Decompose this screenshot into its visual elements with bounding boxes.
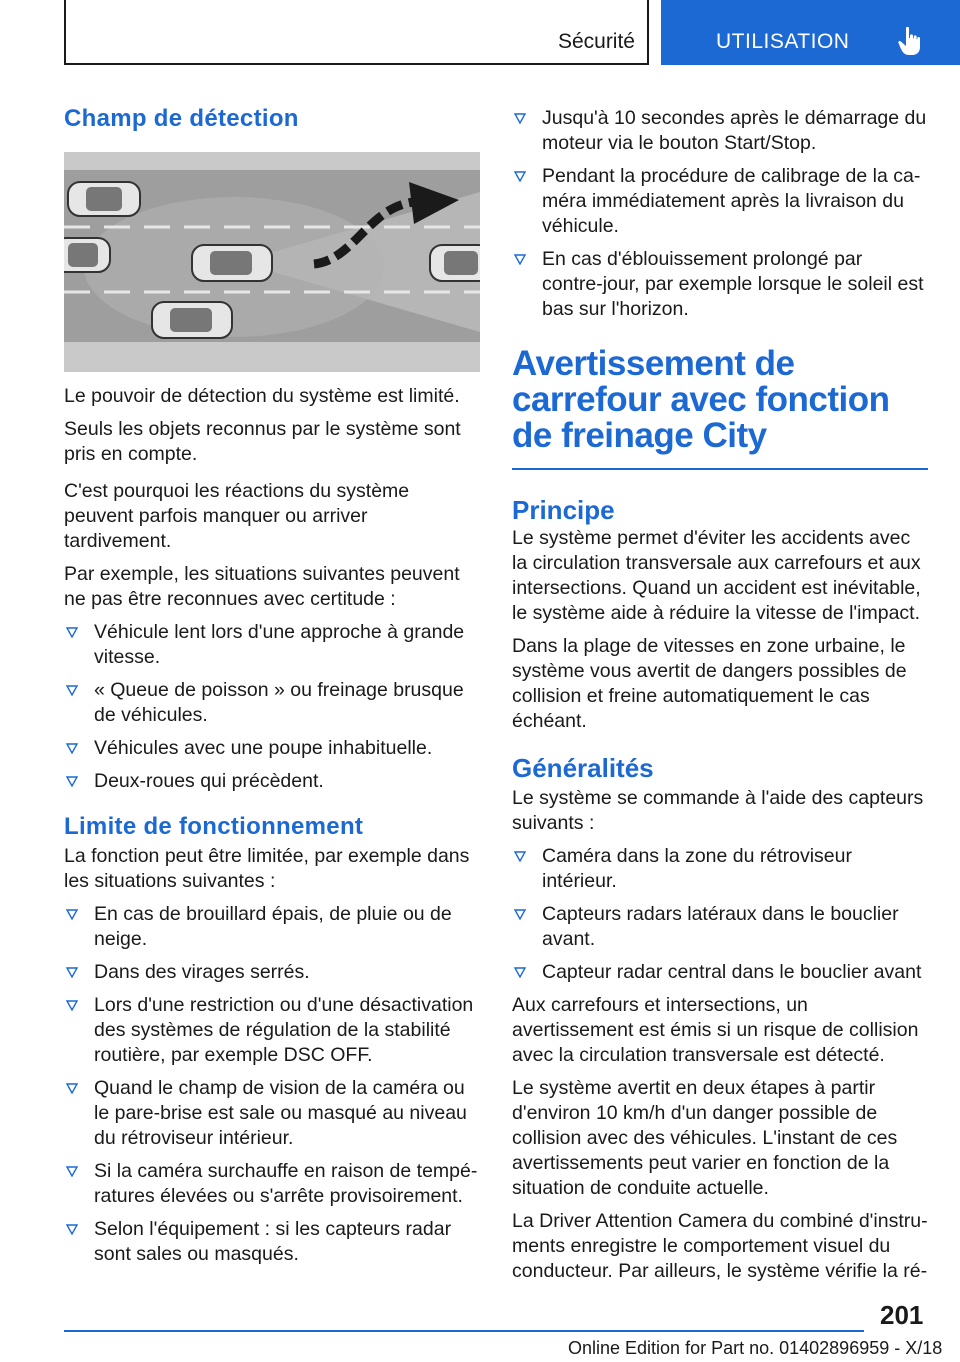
- bullet-arrow-icon: [66, 967, 78, 978]
- paragraph: Le système se commande à l'aide des capteurs suivants :: [512, 787, 924, 834]
- bullet-arrow-icon: [514, 909, 526, 920]
- chapter-tab-label: UTILISATION: [716, 30, 850, 53]
- page-number: 201: [880, 1300, 924, 1330]
- paragraph: Seuls les objets reconnus par le système sont pris en compte.: [64, 418, 461, 465]
- list-item: Si la caméra surchauffe en raison de températures élevées ou s'arrête provisoirement.: [64, 1159, 480, 1209]
- list-item: En cas de brouillard épais, de pluie ou de neige.: [64, 902, 480, 952]
- heading-rule: [512, 468, 928, 470]
- paragraph: Dans la plage de vitesses en zone urbaine, le système vous avertit de dangers possibles de collision et freine automatiquement le cas échéant.: [512, 635, 907, 732]
- bullet-arrow-icon: [66, 627, 78, 638]
- footer-rule: [64, 1330, 864, 1332]
- bullet-list: [512, 844, 928, 985]
- list-item: En cas d'éblouissement prolongé par contre-jour, par exemple lorsque le soleil est bas sur l'horizon.: [512, 247, 928, 322]
- bullet-arrow-icon: [514, 967, 526, 978]
- paragraph: Le système permet d'éviter les accidents avec la circulation transversale aux carrefours et aux intersections. Quand un accident est inévitable, le système aide à réduire la vitesse de l'impact.: [512, 527, 921, 624]
- car-icon: [192, 245, 272, 281]
- list-item: Jusqu'à 10 secondes après le démarrage du moteur via le bouton Start/Stop.: [512, 106, 928, 156]
- list-item: Selon l'équipement : si les capteurs radar sont sales ou masqués.: [64, 1217, 480, 1267]
- list-item: Capteur radar central dans le bouclier avant: [512, 960, 928, 985]
- bullet-arrow-icon: [66, 1000, 78, 1011]
- heading-generalites: Généralités: [512, 753, 654, 783]
- bullet-arrow-icon: [514, 171, 526, 182]
- main-heading: Avertissement de carrefour avec fonction de freinage City: [512, 344, 890, 455]
- car-icon: [64, 238, 110, 272]
- list-item: « Queue de poisson » ou freinage brusque de véhicules.: [64, 678, 480, 728]
- pointing-hand-icon: [897, 26, 923, 56]
- paragraph: La fonction peut être limitée, par exemple dans les situations suivantes :: [64, 845, 470, 892]
- bullet-arrow-icon: [514, 851, 526, 862]
- detection-field-illustration: [64, 152, 480, 372]
- bullet-arrow-icon: [66, 1224, 78, 1235]
- heading-champ-detection: Champ de détection: [64, 105, 299, 132]
- list-item: Lors d'une restriction ou d'une désactivation des systèmes de régulation de la stabilité routière, par exemple DSC OFF.: [64, 993, 480, 1068]
- bullet-arrow-icon: [514, 254, 526, 265]
- right-column: [512, 96, 928, 1284]
- bullet-arrow-icon: [66, 743, 78, 754]
- traffic-diagram: [64, 152, 480, 372]
- bullet-arrow-icon: [66, 1083, 78, 1094]
- car-icon: [430, 245, 480, 281]
- list-item: Dans des virages serrés.: [64, 960, 480, 985]
- list-item: Quand le champ de vision de la caméra ou le pare-brise est sale ou masqué au niveau du rétroviseur intérieur.: [64, 1076, 480, 1151]
- list-item: Véhicules avec une poupe inhabituelle.: [64, 736, 480, 761]
- car-icon: [152, 302, 232, 338]
- section-title: Sécurité: [557, 30, 635, 53]
- car-icon: [68, 182, 140, 216]
- list-item: Deux-roues qui précèdent.: [64, 769, 480, 794]
- paragraph: Aux carrefours et intersections, un avertissement est émis si un risque de collision avec la circulation transversale est détecté.: [512, 994, 919, 1066]
- bullet-arrow-icon: [66, 1166, 78, 1177]
- list-item: Caméra dans la zone du rétroviseur intérieur.: [512, 844, 928, 894]
- heading-limite-fonctionnement: Limite de fonctionnement: [64, 813, 364, 840]
- list-item: Capteurs radars latéraux dans le bouclier avant.: [512, 902, 928, 952]
- left-column: [64, 96, 480, 1275]
- paragraph: La Driver Attention Camera du combiné d'instruments enregistre le comportement visuel du conducteur. Par ailleurs, le système vérifie la ré-: [512, 1210, 928, 1282]
- header-frame: [64, 0, 649, 65]
- chapter-tab[interactable]: [661, 0, 960, 65]
- bullet-list: [512, 106, 928, 322]
- bullet-arrow-icon: [514, 113, 526, 124]
- paragraph: Le système avertit en deux étapes à partir d'environ 10 km/h d'un danger possible de collision avec des véhicules. L'instant de ces avertissements peut varier en fonction de la situation de conduite actuelle.: [512, 1077, 898, 1199]
- bullet-arrow-icon: [66, 909, 78, 920]
- heading-principe: Principe: [512, 495, 615, 525]
- list-item: Pendant la procédure de calibrage de la caméra immédiatement après la livraison du véhicule.: [512, 164, 928, 239]
- list-item: Véhicule lent lors d'une approche à grande vitesse.: [64, 620, 480, 670]
- bullet-arrow-icon: [66, 776, 78, 787]
- paragraph: Le pouvoir de détection du système est limité.: [64, 385, 460, 407]
- paragraph: Par exemple, les situations suivantes peuvent ne pas être reconnues avec certitude :: [64, 563, 460, 610]
- bullet-arrow-icon: [66, 685, 78, 696]
- bullet-list: [64, 902, 480, 1267]
- paragraph: C'est pourquoi les réactions du système peuvent parfois manquer ou arriver tardivement.: [64, 480, 410, 552]
- bullet-list: [64, 620, 480, 794]
- edition-note: Online Edition for Part no. 01402896959 - X/18: [568, 1338, 943, 1358]
